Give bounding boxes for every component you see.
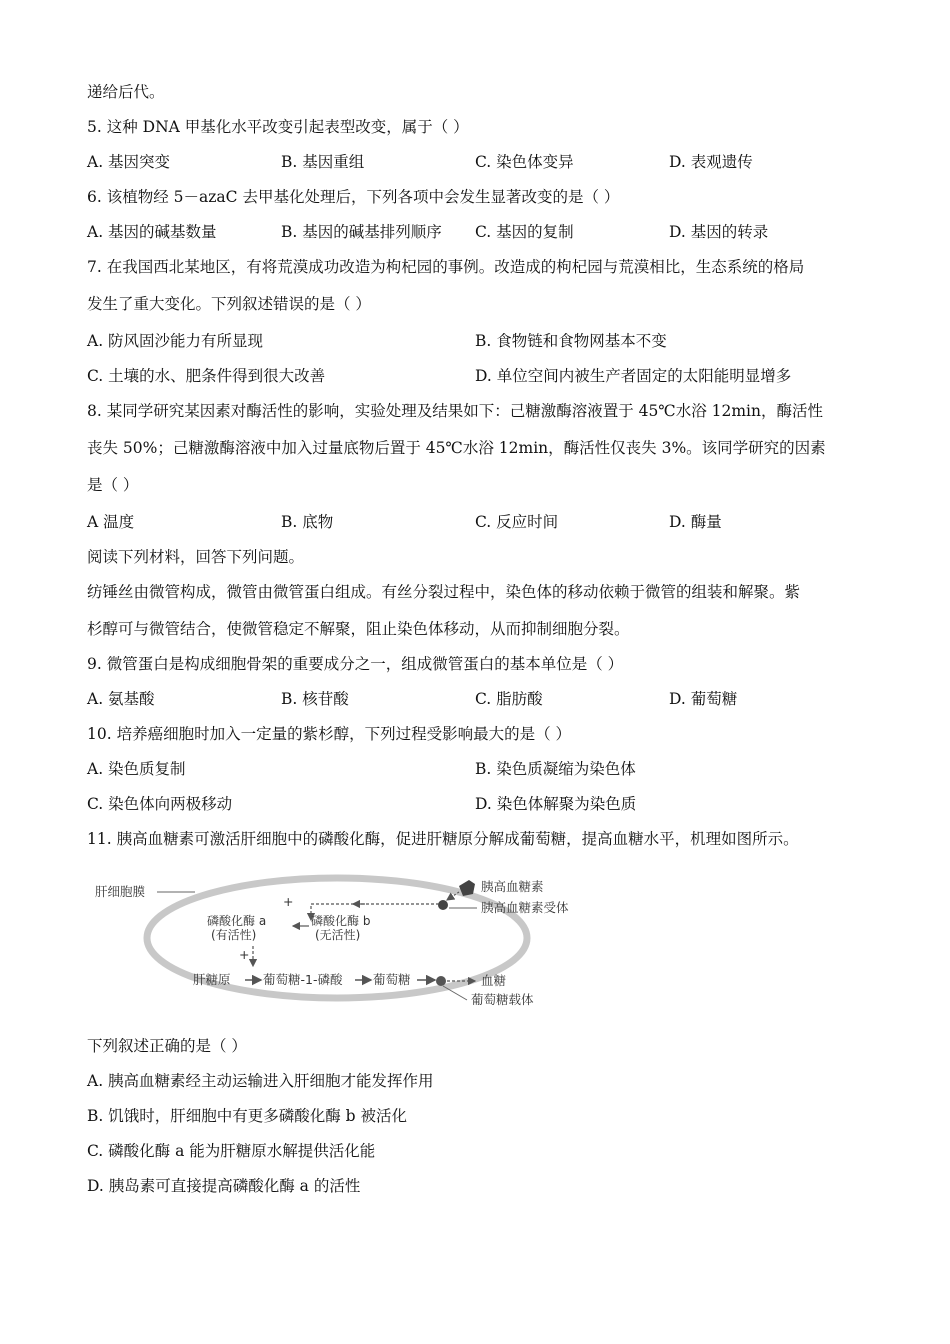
label-membrane: 肝细胞膜 [95, 884, 146, 899]
glucagon-mechanism-diagram [95, 868, 569, 1018]
q7-options-row2 [87, 362, 877, 397]
intro-tail-text: 递给后代。 [87, 83, 165, 101]
q11-stem: 11. 胰高血糖素可激活肝细胞中的磷酸化酶，促进肝糖原分解成葡萄糖，提高血糖水平，机理如图所示。 [87, 830, 799, 848]
label-enzyme-a-state: (有活性) [211, 928, 257, 942]
q9-stem: 9. 微管蛋白是构成细胞骨架的重要成分之一，组成微管蛋白的基本单位是（ ） [87, 655, 624, 673]
label-enzyme-b: 磷酸化酶 b [311, 914, 371, 928]
q7-stem-line1: 7. 在我国西北某地区，有将荒漠成功改造为枸杞园的事例。改造成的枸杞园与荒漠相比，生态系统的格局 [87, 258, 805, 276]
q5-stem: 5. 这种 DNA 甲基化水平改变引起表型改变，属于（ ） [87, 118, 469, 136]
label-transporter: 葡萄糖载体 [471, 992, 534, 1007]
label-glucose: 葡萄糖 [373, 972, 411, 987]
material-line2: 杉醇可与微管结合，使微管稳定不解聚，阻止染色体移动，从而抑制细胞分裂。 [87, 620, 630, 638]
q6-option-b[interactable]: B. 基因的碱基排列顺序 [281, 223, 442, 241]
q9-option-c[interactable]: C. 脂肪酸 [475, 690, 543, 708]
q7-option-b[interactable]: B. 食物链和食物网基本不变 [475, 332, 667, 350]
label-plus-bottom: + [239, 947, 250, 962]
q5-option-a[interactable]: A. 基因突变 [87, 153, 171, 171]
q7-options-row1 [87, 327, 877, 362]
q5-option-d[interactable]: D. 表观遗传 [669, 153, 753, 171]
material-line1: 纺锤丝由微管构成，微管由微管蛋白组成。有丝分裂过程中，染色体的移动依赖于微管的组装和解聚。紫 [87, 583, 801, 601]
q6-options [87, 218, 877, 253]
q11-option-b[interactable]: B. 饥饿时，肝细胞中有更多磷酸化酶 b 被活化 [87, 1107, 408, 1125]
q11-option-d[interactable]: D. 胰岛素可直接提高磷酸化酶 a 的活性 [87, 1177, 361, 1195]
material-prompt: 阅读下列材料，回答下列问题。 [87, 548, 305, 566]
q11-option-c[interactable]: C. 磷酸化酶 a 能为肝糖原水解提供活化能 [87, 1142, 376, 1160]
q6-option-c[interactable]: C. 基因的复制 [475, 223, 574, 241]
label-glucagon: 胰高血糖素 [481, 879, 544, 894]
q11-question: 下列叙述正确的是（ ） [87, 1037, 247, 1055]
q6-option-a[interactable]: A. 基因的碱基数量 [87, 223, 217, 241]
q5-option-b[interactable]: B. 基因重组 [281, 153, 365, 171]
q9-options [87, 685, 877, 720]
receptor-shape [438, 900, 448, 910]
q11-option-a[interactable]: A. 胰高血糖素经主动运输进入肝细胞才能发挥作用 [87, 1072, 434, 1090]
label-plus-top: + [283, 894, 294, 909]
exam-page [87, 78, 877, 1207]
q8-option-a[interactable]: A 温度 [87, 513, 135, 531]
q9-option-d[interactable]: D. 葡萄糖 [669, 690, 738, 708]
q7-stem-line2: 发生了重大变化。下列叙述错误的是（ ） [87, 295, 371, 313]
q7-option-a[interactable]: A. 防风固沙能力有所显现 [87, 332, 264, 350]
q8-stem-line2: 丧失 50%；己糖激酶溶液中加入过量底物后置于 45℃水浴 12min，酶活性仅丧失 3%。该同学研究的因素 [87, 439, 826, 457]
q5-options [87, 148, 877, 183]
label-blood-glucose: 血糖 [481, 973, 507, 988]
q10-options-row1 [87, 755, 877, 790]
q8-option-c[interactable]: C. 反应时间 [475, 513, 559, 531]
q9-option-a[interactable]: A. 氨基酸 [87, 690, 155, 708]
label-enzyme-a: 磷酸化酶 a [207, 914, 267, 928]
q6-stem: 6. 该植物经 5－azaC 去甲基化处理后，下列各项中会发生显著改变的是（ ） [87, 188, 620, 206]
label-enzyme-b-state: (无活性) [315, 928, 361, 942]
label-g1p: 葡萄糖-1-磷酸 [263, 972, 343, 987]
transporter-shape [436, 976, 446, 986]
q8-option-b[interactable]: B. 底物 [281, 513, 334, 531]
q10-options-row2 [87, 790, 877, 825]
q6-option-d[interactable]: D. 基因的转录 [669, 223, 769, 241]
q8-option-d[interactable]: D. 酶量 [669, 513, 722, 531]
q10-option-d[interactable]: D. 染色体解聚为染色质 [475, 795, 637, 813]
q10-option-c[interactable]: C. 染色体向两极移动 [87, 795, 233, 813]
label-receptor: 胰高血糖素受体 [481, 900, 569, 915]
q8-options [87, 508, 877, 543]
q7-option-c[interactable]: C. 土壤的水、肥条件得到很大改善 [87, 367, 326, 385]
label-glycogen: 肝糖原 [193, 972, 231, 987]
q10-option-a[interactable]: A. 染色质复制 [87, 760, 186, 778]
q10-stem: 10. 培养癌细胞时加入一定量的紫杉醇，下列过程受影响最大的是（ ） [87, 725, 572, 743]
q9-option-b[interactable]: B. 核苷酸 [281, 690, 349, 708]
q7-option-d[interactable]: D. 单位空间内被生产者固定的太阳能明显增多 [475, 367, 792, 385]
q5-option-c[interactable]: C. 染色体变异 [475, 153, 574, 171]
q8-stem-line1: 8. 某同学研究某因素对酶活性的影响，实验处理及结果如下：己糖激酶溶液置于 45℃水浴 12min，酶活性 [87, 402, 823, 420]
q10-option-b[interactable]: B. 染色质凝缩为染色体 [475, 760, 636, 778]
q8-stem-line3: 是（ ） [87, 476, 139, 494]
